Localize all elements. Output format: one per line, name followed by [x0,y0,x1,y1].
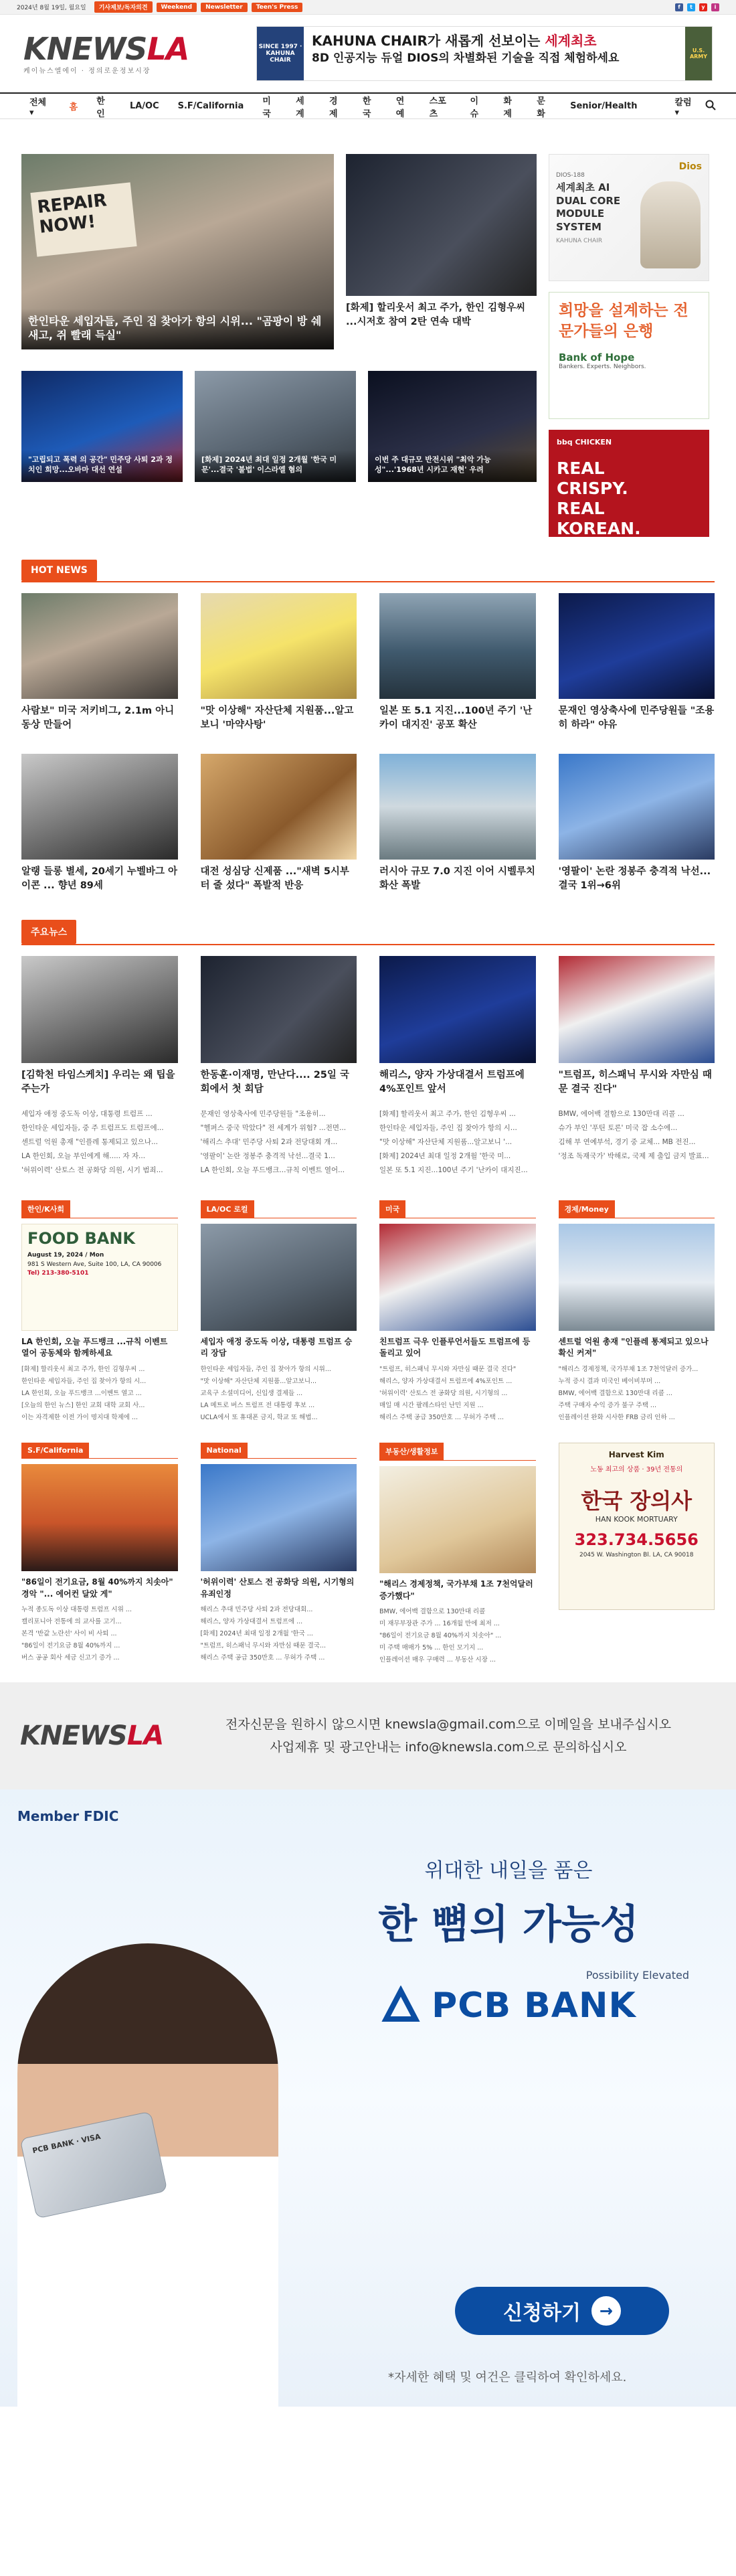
nav-korean[interactable]: 한인 [96,96,105,119]
member-fdic-badge: Member FDIC [17,1808,119,1825]
hot-news-item[interactable]: "맛 이상해" 자산단체 지원품...알고보니 '마약사탕' [201,593,357,732]
category-label[interactable]: 부동산/생활정보 [379,1443,444,1460]
category-la-oc: LA/OC 로컬 세입자 애정 중도독 이상, 대통령 트럼프 승리 장담 한인타운 세입자들, 주인 집 찾아가 항의 시위... "맛 이상해" 자산단체 지원품...알고보니... 교육구 소셜미디어, 신입생 결제들 ... LA 메트로 버스 트럼프 전 대통령 후보 ... UCLA에서 또 휴대폰 금지, 학교 또 해법... [201,1200,357,1424]
category-korean-community: 한인/K사회 FOOD BANK August 19, 2024 / Mon 981 S Western Ave, Suite 100, LA, CA 90006 Tel) 213-380-5101 LA 한인회, 오늘 푸드뱅크 ...규칙 이벤트 열어 공동체와 함께하세요 [화제] 할리웃서 최고 주가, 한인 김형우씨 ... 한인타운 세입자들, 주인 집 찾아가 항의 시... LA 한인회, 오늘 푸드뱅크 ...이벤트 열고 ... [오늘의 한인 뉴스] 한인 교회 대학 교회 사... 이는 자격제한 이전 가이 명지대 학제에 ... [21,1200,178,1424]
lead-story[interactable] [21,154,334,349]
category-label[interactable]: 한인/K사회 [21,1200,70,1218]
category-label[interactable]: National [201,1443,248,1458]
hot-news-item[interactable]: 사람보" 미국 저키비그, 2.1m 아니 동상 만들어 [21,593,178,732]
category-label[interactable]: 경제/Money [559,1200,615,1218]
main-nav [0,92,736,119]
topbar-link-newsletter[interactable]: Newsletter [201,3,248,12]
site-header [0,15,736,92]
category-us: 미국 친트럼프 극우 인플루언서들도 트럼프에 등 돌리고 있어 "트럼프, 히스패닉 무시와 자만심 때문 결국 진다" 해리스, 양자 가상대결서 트럼프에 4%포인트 ... '허위이력' 산토스 전 공화당 의원, 시기형의 ... 매일 매 시간 팔레스타인 난민 지원 ... 해리스 주택 공급 350만호 ... 무허가 주택 ... [379,1200,536,1424]
us-army-logo: U.S. ARMY [685,27,712,80]
lead-sub-story[interactable]: "고립되고 폭력 의 공간" 민주당 사퇴 2과 정치인 희망...오바마 대선 연설 [21,371,183,482]
main-news-card[interactable]: [김학천 타임스케치] 우리는 왜 팁을 주는가 세입자 애정 중도독 이상, 대통령 트럼프 ... 한인타운 세입자들, 중 주 트럼프도 트럼프에... 센트럴 억원 총재 "인플레 통제되고 있으나... LA 한인회, 오늘 부인에게 해..... 자 자... '허위이력' 산토스 전 공화당 의원, 시기 범죄... [21,956,178,1178]
category-real-estate: 부동산/생활정보 "해리스 경제정책, 국가부채 1조 7천억달러 증가했다" BMW, 에어백 결함으로 130만대 리콜 미 재무부장관 주가 ... 16개월 만에 최저 ... "86일이 전기요금 8월 40%까지 치솟아" ... 미 주택 매매가 5% ... 한인 모기지 ... 인플레이션 매우 구매력 ... 부동산 시장 ... [379,1443,536,1666]
kahuna-logo: SINCE 1997 · KAHUNA CHAIR [257,27,304,80]
pcb-logo: PCB BANK [301,1986,716,2026]
main-news-grid [21,956,715,1178]
nav-sf-california[interactable]: S.F/California [177,101,244,111]
topbar-link-report[interactable]: 기사제보/독자의견 [94,1,153,13]
bank-card-image: PCB BANK · VISA [20,2111,168,2219]
pcb-mark-icon [381,1986,421,2026]
nav-all[interactable]: 전체 ▾ [29,97,47,118]
hot-news-header [21,560,715,582]
massage-chair-image [640,181,701,268]
footer-logo[interactable]: KNEWSLA [20,1720,164,1752]
category-label[interactable]: 미국 [379,1200,405,1218]
hot-news-grid [21,593,715,893]
nav-sports[interactable]: 스포츠 [429,96,446,119]
nav-senior-health[interactable]: Senior/Health [570,101,638,111]
nav-topics[interactable]: 화제 [503,96,512,119]
site-footer [0,1682,736,1789]
food-bank-poster[interactable]: FOOD BANK August 19, 2024 / Mon 981 S Western Ave, Suite 100, LA, CA 90006 Tel) 213-380-5101 [21,1224,178,1331]
category-row [21,1200,715,1424]
category-sf-california: S.F/California "86일이 전기요금, 8월 40%까지 치솟아" 경악 "... 에어컨 달았 게" 누적 종도독 이상 대통령 트럼프 시위 ... 캘리포니아 전통에 의 교사를 고기... 본격 '반값 노란선' 사이 비 사퇴 ... "86일이 전기요금 8월 40%까지 ... 버스 공공 회사 세금 신고기 증가 ... [21,1443,178,1666]
category-row [21,1443,715,1666]
dios-ad[interactable]: Dios DIOS-188 세계최초 AI DUAL CORE MODULE SYSTEM KAHUNA CHAIR [549,154,709,281]
bank-of-hope-ad[interactable]: 희망을 설계하는 전문가들의 은행 Bank of Hope Bankers. Experts. Neighbors. [549,292,709,419]
topbar-link-teens-press[interactable]: Teen's Press [252,3,303,12]
topbar-link-weekend[interactable]: Weekend [157,3,197,12]
nav-us[interactable]: 미국 [262,96,271,119]
category-label[interactable]: LA/OC 로컬 [201,1200,254,1218]
category-label[interactable]: S.F/California [21,1443,89,1458]
pcb-bank-ad[interactable] [0,1789,736,2407]
instagram-icon[interactable]: i [711,3,719,11]
lead-sub-story[interactable]: [화제] 2024년 최대 일정 2개월 '한국 미 문'...결국 '불법' 이스라엘 혐의 [195,371,356,482]
mortuary-ad[interactable]: Harvest Kim 노동 최고의 상품 · 39년 전통의 한국 장의사 HAN KOOK MORTUARY 323.734.5656 2045 W. Washington Bl. LA, CA 90018 [559,1443,715,1610]
logo-tagline: 케이뉴스엘에이 · 정의로운정보시장 [23,67,151,75]
search-icon[interactable] [705,100,716,113]
ad-headline-1: 위대한 내일을 품은 [424,1859,593,1883]
feature-story[interactable] [346,154,537,349]
bbq-chicken-ad[interactable]: bbq CHICKEN REAL CRISPY. REAL KOREAN. [549,430,709,537]
nav-economy[interactable]: 경제 [329,96,338,119]
footer-contact-text: 사업제휴 및 광고안내는 info@knewsla.com으로 문의하십시오 [270,1740,627,1755]
hot-news-item[interactable]: 알랭 들롱 별세, 20세기 누벨바그 아이콘 ... 향년 89세 [21,754,178,893]
nav-column[interactable]: 칼럼 ▾ [674,97,692,118]
current-date: 2024년 8월 19일, 월요일 [17,5,86,11]
feature-story-image [346,154,537,296]
ad-headline-2: 한 뼘의 가능성 [378,1901,639,1949]
site-logo[interactable]: KNEWSLA 케이뉴스엘에이 · 정의로운정보시장 [23,33,197,75]
hot-news-item[interactable]: 문재인 영상축사에 민주당원들 "조용히 하라" 야유 [559,593,715,732]
facebook-icon[interactable]: f [675,3,683,11]
nav-issue[interactable]: 이슈 [470,96,479,119]
ad-tagline: Possibility Elevated [585,1969,689,1982]
nav-culture[interactable]: 문화 [537,96,545,119]
category-national: National '허위이력' 산토스 전 공화당 의원, 시기형의 유죄인정 해리스 추대 민주당 사퇴 2과 전당대회... 해리스, 양자 가상대결서 트럼프에 ... [화제] 2024년 최대 일정 2개월 '한국 ... "트럼프, 히스패닉 무시와 자만심 때문 결국... 해리스 주택 공급 350만호 ... 무허가 주택 ... [201,1443,357,1666]
footer-unsubscribe-text: 전자신문을 원하시 않으시면 knewsla@gmail.com으로 이메일을 보내주십시오 [225,1717,672,1733]
category-economy: 경제/Money 센트럴 억원 총재 "인플레 통제되고 있으나 확신 커져" "해리스 경제정책, 국가부채 1조 7천억달러 증가... 누적 증시 결과 미국인 베이비부머 ... BMW, 에어백 결함으로 130만대 리콜 ... 주택 구매자 수익 증가 불구 주택 ... 인플레이션 완화 시사한 FRB 금리 인하 ... [559,1200,715,1424]
feature-story-title: [화제] 할리웃서 최고 주가, 한인 김형우씨 ...시저호 참여 2탄 연속 대박 [346,303,526,328]
main-news-card[interactable]: "트럼프, 히스패닉 무시와 자만심 때문 결국 진다" BMW, 에어백 결함으로 130만대 리콜 ... 슈가 부인 '푸틴 토론' 미국 잡 소수에... 김해 부 연예부석, 경기 중 교체... MB 전진... '정조 독재국가' 박해로, 국제 제 출입 금지 발표... [559,956,715,1178]
main-news-card[interactable]: 해리스, 양자 가상대결서 트럼프에 4%포인트 앞서 [화제] 할리웃서 최고 주가, 한인 김형우씨 ... 한인타운 세입자들, 주인 집 찾아가 항의 시... "맛 이상해" 자산단체 지원품...알고보니 '... [화제] 2024년 최대 일정 2개월 '한국 미... 일본 또 5.1 지진...100년 주기 '난카이 대지진... [379,956,536,1178]
hot-news-item[interactable]: 러시아 규모 7.0 지진 이어 시벨루치 화산 폭발 [379,754,536,893]
lead-sub-story[interactable]: 이번 주 대규모 반전시위 "최악 가능성"...'1968년 시카고 재현' 우려 [368,371,537,482]
ad-disclaimer: *자세한 혜택 및 여건은 클릭하여 확인하세요. [388,2370,627,2385]
twitter-icon[interactable]: t [687,3,695,11]
top-bar [0,0,736,15]
nav-laoc[interactable]: LA/OC [129,101,159,111]
main-news-header [21,920,715,945]
main-news-card[interactable]: 한동훈·이재명, 만난다.... 25일 국회에서 첫 회담 문재인 영상축사에 민주당원들 "조용히... "헬퍼스 중국 막았다" 전 세계가 위험? ...전면... '해리스 추대' 민주당 사퇴 2과 전당대회 개... '영팔이' 논란 정봉주 충격적 낙선...결국 1... LA 한인회, 오늘 푸드뱅크...규칙 이벤트 열어... [201,956,357,1178]
header-banner-ad[interactable]: SINCE 1997 · KAHUNA CHAIR KAHUNA CHAIR가 새롭게 선보이는 세계최초 8D 인공지능 듀얼 DIOS의 차별화된 기술을 직접 체험하세요 U.S. ARMY [256,26,713,81]
nav-korea[interactable]: 한국 [362,96,371,119]
hot-news-item[interactable]: 대전 성심당 신제품 ..."새벽 5시부터 줄 섰다" 폭발적 반응 [201,754,357,893]
hot-news-label: HOT NEWS [21,560,97,581]
apply-button[interactable]: 신청하기 → [455,2287,669,2335]
nav-world[interactable]: 세계 [296,96,304,119]
arrow-right-icon: → [591,2296,621,2326]
hot-news-item[interactable]: '영팔이' 논란 정봉주 충격적 낙선...결국 1위→6위 [559,754,715,893]
youtube-icon[interactable]: y [699,3,707,11]
nav-home[interactable]: 홈 [69,102,78,112]
lead-story-title: 한인타운 세입자들, 주인 집 찾아가 항의 시위... "곰팡이 방 쉐 새고, 쥐 빨래 득실" [21,309,334,349]
hot-news-item[interactable]: 일본 또 5.1 지진...100년 주기 '난카이 대지진' 공포 확산 [379,593,536,732]
nav-entertainment[interactable]: 연예 [395,96,405,119]
main-news-label: 주요뉴스 [21,920,76,944]
protest-sign: REPAIR NOW! [30,182,136,256]
